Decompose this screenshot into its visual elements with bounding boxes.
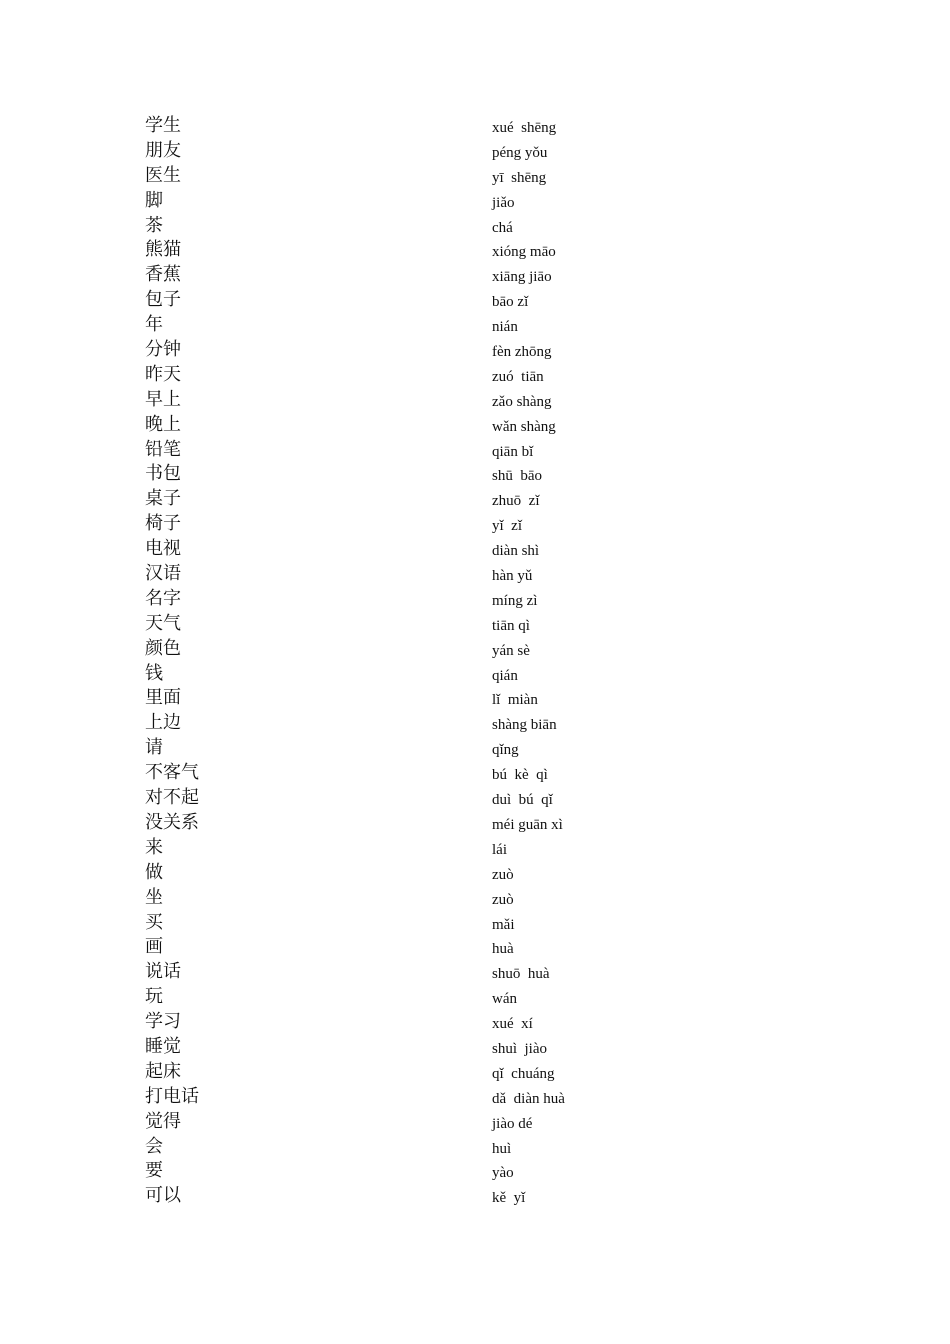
pinyin-reading: bú kè qì	[492, 767, 548, 784]
vocab-row	[145, 164, 845, 189]
vocab-row	[145, 612, 845, 637]
hanzi-word: 会	[145, 1135, 163, 1157]
vocab-row	[145, 288, 845, 313]
vocab-row	[145, 263, 845, 288]
pinyin-reading: shū bāo	[492, 468, 542, 485]
pinyin-reading: zhuō zǐ	[492, 493, 540, 510]
vocab-row	[145, 562, 845, 587]
vocab-row	[145, 1184, 845, 1209]
pinyin-reading: yī shēng	[492, 169, 547, 186]
hanzi-word: 脚	[145, 189, 163, 211]
hanzi-word: 要	[145, 1160, 163, 1182]
hanzi-word: 学生	[145, 115, 181, 136]
pinyin-reading: huà	[492, 941, 514, 958]
pinyin-reading: jiào dé	[492, 1115, 533, 1132]
vocab-row	[145, 960, 845, 985]
vocab-row	[145, 761, 845, 786]
pinyin-reading: chá	[492, 219, 513, 236]
vocab-row	[145, 1035, 845, 1060]
vocab-row	[145, 736, 845, 761]
vocab-row	[145, 861, 845, 886]
vocab-row	[145, 537, 845, 562]
vocab-row	[145, 139, 845, 164]
pinyin-reading: zuó tiān	[492, 368, 544, 385]
pinyin-reading: kě yǐ	[492, 1190, 526, 1207]
vocab-row	[145, 1159, 845, 1184]
hanzi-word: 觉得	[145, 1110, 181, 1132]
pinyin-reading: jiǎo	[492, 194, 515, 211]
vocab-row	[145, 711, 845, 736]
hanzi-word: 打电话	[145, 1085, 199, 1107]
vocab-row	[145, 413, 845, 438]
pinyin-reading: lǐ miàn	[492, 692, 538, 709]
hanzi-word: 铅笔	[145, 438, 181, 460]
pinyin-reading: qián	[492, 667, 518, 684]
pinyin-reading: yán sè	[492, 642, 530, 659]
hanzi-word: 不客气	[145, 762, 199, 784]
pinyin-reading: wán	[492, 991, 517, 1008]
pinyin-reading: hàn yǔ	[492, 568, 533, 585]
hanzi-word: 昨天	[145, 363, 181, 385]
pinyin-reading: tiān qì	[492, 617, 530, 634]
vocab-row	[145, 338, 845, 363]
vocab-row	[145, 811, 845, 836]
hanzi-word: 说话	[145, 961, 181, 983]
vocab-row	[145, 911, 845, 936]
pinyin-reading: zǎo shàng	[492, 393, 552, 410]
pinyin-reading: shuì jiào	[492, 1040, 547, 1057]
pinyin-reading: xué xí	[492, 1016, 533, 1033]
hanzi-word: 学习	[145, 1011, 181, 1033]
hanzi-word: 天气	[145, 612, 181, 634]
vocab-row	[145, 462, 845, 487]
hanzi-word: 睡觉	[145, 1035, 181, 1057]
hanzi-word: 包子	[145, 289, 181, 311]
vocab-row	[145, 1135, 845, 1160]
pinyin-reading: méi guān xì	[492, 816, 563, 833]
hanzi-word: 钱	[145, 662, 163, 684]
pinyin-reading: mǎi	[492, 916, 515, 933]
vocab-row	[145, 886, 845, 911]
pinyin-reading: péng yǒu	[492, 144, 548, 161]
vocab-row	[145, 1085, 845, 1110]
pinyin-reading: zuò	[492, 891, 514, 908]
vocab-row	[145, 313, 845, 338]
vocabulary-list	[145, 114, 845, 1209]
hanzi-word: 上边	[145, 712, 181, 734]
hanzi-word: 起床	[145, 1060, 181, 1082]
pinyin-reading: duì bú qǐ	[492, 792, 553, 809]
hanzi-word: 茶	[145, 214, 163, 236]
vocab-row	[145, 985, 845, 1010]
hanzi-word: 晚上	[145, 413, 181, 435]
pinyin-reading: shàng biān	[492, 717, 557, 734]
vocab-row	[145, 438, 845, 463]
hanzi-word: 桌子	[145, 488, 181, 510]
pinyin-reading: dǎ diàn huà	[492, 1090, 565, 1107]
vocab-row	[145, 189, 845, 214]
hanzi-word: 对不起	[145, 787, 199, 809]
vocab-row	[145, 1110, 845, 1135]
hanzi-word: 颜色	[145, 637, 181, 659]
hanzi-word: 买	[145, 911, 163, 933]
hanzi-word: 可以	[145, 1185, 181, 1207]
hanzi-word: 里面	[145, 687, 181, 709]
hanzi-word: 画	[145, 936, 163, 958]
vocab-row	[145, 1010, 845, 1035]
pinyin-reading: nián	[492, 319, 518, 336]
vocab-row	[145, 587, 845, 612]
vocab-row	[145, 935, 845, 960]
pinyin-reading: qǐ chuáng	[492, 1065, 555, 1082]
hanzi-word: 椅子	[145, 513, 181, 535]
hanzi-word: 香蕉	[145, 264, 181, 286]
vocab-row	[145, 214, 845, 239]
pinyin-reading: zuò	[492, 866, 514, 883]
pinyin-reading: xiāng jiāo	[492, 269, 552, 286]
pinyin-reading: xué shēng	[492, 120, 557, 136]
hanzi-word: 医生	[145, 164, 181, 186]
vocab-row	[145, 363, 845, 388]
vocab-row	[145, 1060, 845, 1085]
pinyin-reading: shuō huà	[492, 966, 550, 983]
hanzi-word: 朋友	[145, 139, 181, 161]
pinyin-reading: xióng māo	[492, 244, 556, 261]
hanzi-word: 早上	[145, 388, 181, 410]
pinyin-reading: míng zì	[492, 592, 538, 609]
vocab-row	[145, 637, 845, 662]
hanzi-word: 汉语	[145, 563, 181, 585]
hanzi-word: 电视	[145, 538, 181, 560]
vocab-row	[145, 388, 845, 413]
hanzi-word: 来	[145, 836, 163, 858]
hanzi-word: 年	[145, 314, 163, 336]
hanzi-word: 没关系	[145, 811, 199, 833]
hanzi-word: 做	[145, 861, 163, 883]
hanzi-word: 坐	[145, 886, 163, 908]
pinyin-reading: yǐ zǐ	[492, 518, 522, 535]
vocab-row	[145, 786, 845, 811]
hanzi-word: 书包	[145, 463, 181, 485]
vocab-row	[145, 686, 845, 711]
pinyin-reading: diàn shì	[492, 543, 540, 560]
pinyin-reading: lái	[492, 841, 507, 858]
pinyin-reading: huì	[492, 1140, 512, 1157]
pinyin-reading: qiān bǐ	[492, 443, 534, 460]
vocab-row	[145, 512, 845, 537]
pinyin-reading: qǐng	[492, 742, 519, 759]
hanzi-word: 分钟	[145, 339, 181, 361]
hanzi-word: 玩	[145, 986, 163, 1008]
pinyin-reading: fèn zhōng	[492, 344, 552, 361]
vocab-row	[145, 114, 845, 139]
hanzi-word: 请	[145, 737, 163, 759]
vocab-row	[145, 238, 845, 263]
pinyin-reading: wǎn shàng	[492, 418, 556, 435]
vocab-row	[145, 836, 845, 861]
vocab-row	[145, 487, 845, 512]
pinyin-reading: bāo zǐ	[492, 294, 529, 311]
hanzi-word: 熊猫	[145, 239, 181, 261]
vocab-row	[145, 662, 845, 687]
hanzi-word: 名字	[145, 587, 181, 609]
pinyin-reading: yào	[492, 1165, 514, 1182]
